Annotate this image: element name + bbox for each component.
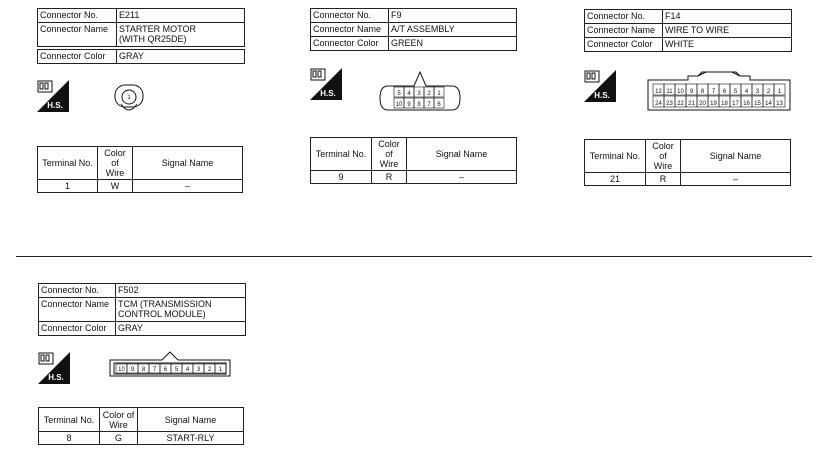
pin-label: 10 — [118, 367, 125, 373]
signal-name-cell: – — [407, 171, 517, 184]
connector-no-label: Connector No. — [39, 284, 116, 298]
hs-label: H.S. — [594, 91, 610, 100]
pin-label: 2 — [427, 91, 431, 97]
pin-label: 22 — [677, 101, 684, 107]
pin-label: 23 — [666, 101, 673, 107]
terminal-no-cell: 9 — [311, 171, 372, 184]
harness-side-icon — [37, 80, 69, 112]
connector-f502-signal-table — [38, 407, 244, 445]
connector-name-label: Connector Name — [38, 23, 117, 47]
pin-label: 6 — [437, 102, 441, 108]
connector-f502-info-table — [38, 283, 246, 336]
color-of-wire-header: Color of Wire — [646, 140, 681, 173]
hs-label: H.S. — [47, 101, 63, 110]
pin-label: 21 — [688, 101, 695, 107]
connector-color-label: Connector Color — [585, 38, 663, 52]
pin-label: 18 — [721, 101, 728, 107]
pin-label: 3 — [196, 367, 201, 373]
connector-color-label: Connector Color — [39, 322, 116, 336]
connector-color-value: GREEN — [389, 37, 517, 51]
connector-name-label: Connector Name — [39, 298, 116, 322]
pin-label: 4 — [744, 89, 749, 95]
pin-label: 1 — [777, 89, 782, 95]
hs-label: H.S. — [48, 373, 64, 382]
wire-color-cell: G — [100, 432, 138, 445]
terminal-no-header: Terminal No. — [585, 140, 646, 173]
wire-color-cell: W — [98, 180, 133, 193]
terminal-no-header: Terminal No. — [39, 408, 100, 432]
section-divider — [16, 256, 812, 257]
pin-label: 6 — [163, 367, 168, 373]
pin-label: 4 — [407, 91, 411, 97]
signal-name-cell: – — [681, 173, 791, 186]
pin-label: 9 — [689, 89, 694, 95]
connector-e211-signal-table — [37, 146, 243, 193]
connector-no-value: F502 — [116, 284, 246, 298]
terminal-no-cell: 1 — [38, 180, 98, 193]
connector-name-label: Connector Name — [585, 24, 663, 38]
pin-label: 17 — [732, 101, 739, 107]
signal-name-cell: – — [133, 180, 243, 193]
pin-label: 9 — [407, 102, 411, 108]
connector-no-value: F14 — [663, 10, 792, 24]
color-of-wire-header: Color of Wire — [98, 147, 133, 180]
signal-name-header: Signal Name — [133, 147, 243, 180]
signal-name-header: Signal Name — [138, 408, 244, 432]
terminal-no-cell: 8 — [39, 432, 100, 445]
pin-label: 10 — [395, 102, 403, 108]
pin-label: 24 — [655, 101, 662, 107]
connector-f14-face — [646, 70, 792, 117]
pin-label: 3 — [417, 91, 421, 97]
pin-label: 7 — [427, 102, 431, 108]
connector-color-value: WHITE — [663, 38, 792, 52]
connector-color-value: GRAY — [117, 50, 245, 64]
pin-label: 10 — [677, 89, 684, 95]
wire-color-cell: R — [646, 173, 681, 186]
signal-name-cell: START-RLY — [138, 432, 244, 445]
connector-name-value: A/T ASSEMBLY — [389, 23, 517, 37]
pin-label: 14 — [765, 101, 772, 107]
wire-color-cell: R — [372, 171, 407, 184]
connector-e211-face — [112, 82, 146, 121]
pin-label: 9 — [130, 367, 135, 373]
terminal-no-header: Terminal No. — [38, 147, 98, 180]
pin-label: 1 — [218, 367, 223, 373]
connector-f9-info-table — [310, 8, 517, 51]
connector-name-value: TCM (TRANSMISSION CONTROL MODULE) — [116, 298, 246, 322]
signal-name-header: Signal Name — [681, 140, 791, 173]
pin-label: 7 — [711, 89, 716, 95]
connector-no-value: E211 — [117, 9, 245, 23]
pin-label: 5 — [174, 367, 179, 373]
connector-color-label: Connector Color — [38, 50, 117, 64]
connector-no-label: Connector No. — [38, 9, 117, 23]
connector-name-value: STARTER MOTOR (WITH QR25DE) — [117, 23, 245, 47]
connector-no-value: F9 — [389, 9, 517, 23]
color-of-wire-header: Color of Wire — [100, 408, 138, 432]
pin-label: 8 — [417, 102, 421, 108]
harness-side-icon — [584, 70, 616, 102]
pin-label: 5 — [397, 91, 401, 97]
harness-side-icon — [310, 68, 342, 100]
pin-label: 13 — [776, 101, 783, 107]
pin-label: 8 — [700, 89, 705, 95]
connector-f9-face — [378, 70, 462, 119]
pin-label: 3 — [755, 89, 760, 95]
pin-label: 11 — [666, 89, 673, 95]
connector-no-label: Connector No. — [311, 9, 389, 23]
color-of-wire-header: Color of Wire — [372, 138, 407, 171]
pin-label: 1 — [127, 95, 131, 101]
pin-label: 2 — [207, 367, 212, 373]
pin-label: 20 — [699, 101, 706, 107]
connector-name-label: Connector Name — [311, 23, 389, 37]
terminal-no-header: Terminal No. — [311, 138, 372, 171]
harness-side-icon — [38, 352, 70, 384]
connector-f14-signal-table — [584, 139, 791, 186]
connector-no-label: Connector No. — [585, 10, 663, 24]
pin-label: 15 — [754, 101, 761, 107]
connector-color-label: Connector Color — [311, 37, 389, 51]
pin-label: 19 — [710, 101, 717, 107]
pin-label: 6 — [722, 89, 727, 95]
connector-f9-signal-table — [310, 137, 517, 184]
pin-label: 5 — [733, 89, 738, 95]
pin-label: 2 — [766, 89, 771, 95]
connector-e211-color-table — [37, 49, 245, 64]
hs-label: H.S. — [320, 89, 336, 98]
terminal-no-cell: 21 — [585, 173, 646, 186]
pin-label: 1 — [437, 91, 441, 97]
connector-f14-info-table — [584, 9, 792, 52]
pin-label: 16 — [743, 101, 750, 107]
pin-label: 12 — [655, 89, 662, 95]
pin-label: 7 — [152, 367, 157, 373]
connector-color-value: GRAY — [116, 322, 246, 336]
pin-label: 4 — [185, 367, 190, 373]
connector-name-value: WIRE TO WIRE — [663, 24, 792, 38]
connector-e211-info-table — [37, 8, 245, 47]
pin-label: 8 — [141, 367, 146, 373]
connector-f502-face — [108, 350, 232, 385]
signal-name-header: Signal Name — [407, 138, 517, 171]
